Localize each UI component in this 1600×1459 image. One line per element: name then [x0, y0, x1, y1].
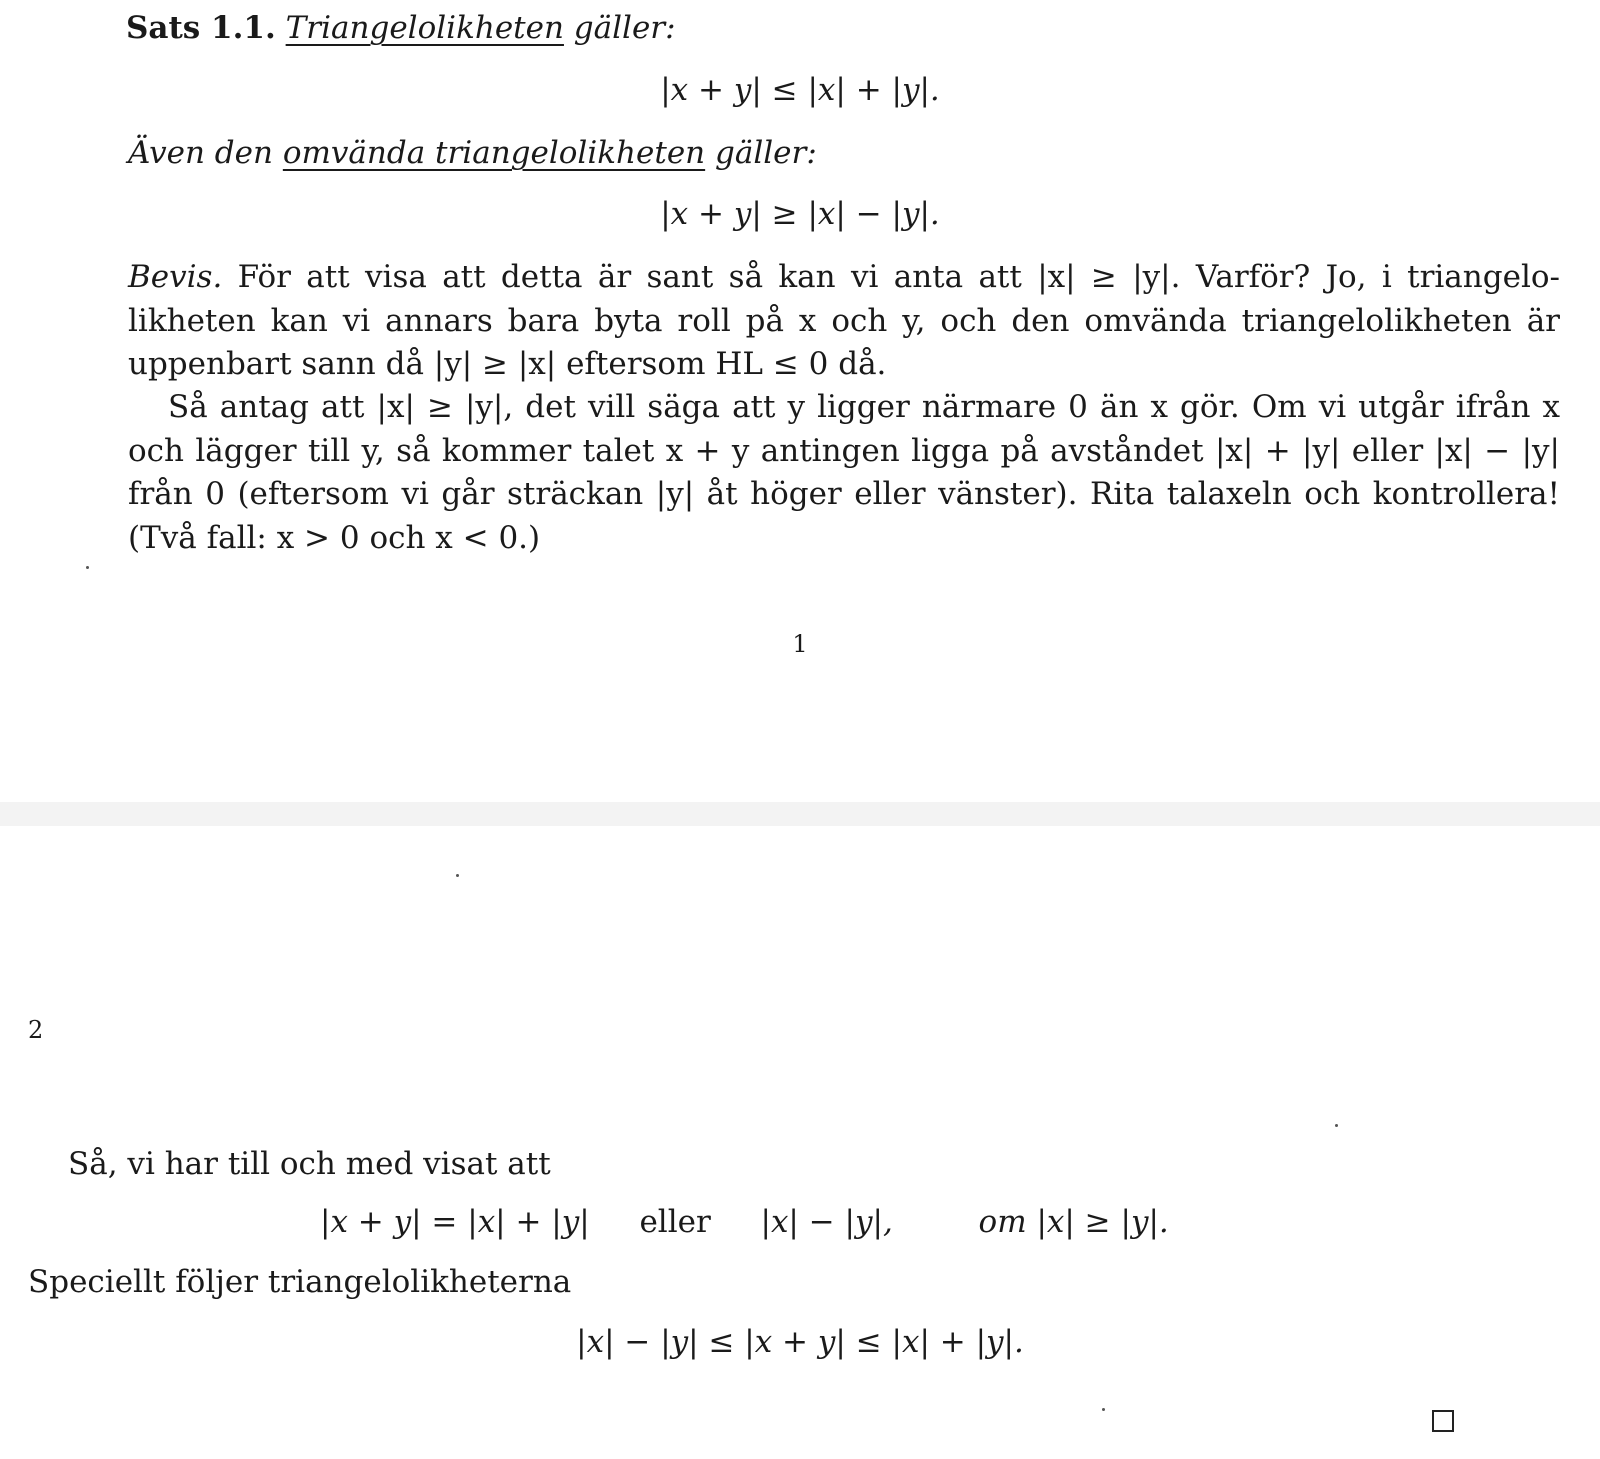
eq3-left: |x + y| = |x| + |y|: [320, 1204, 590, 1240]
proof2-line: (Två fall: x > 0 och x < 0.): [128, 519, 541, 556]
scan-speck: [86, 566, 89, 569]
proof2-line: och lägger till y, så kommer talet x + y antingen ligga på avståndet |x| + |y| eller |x| − |y|: [128, 432, 1560, 469]
theorem-statement: [126, 6, 676, 50]
summary-line: Så, vi har till och med visat att: [68, 1146, 551, 1182]
theorem-rest: gäller:: [563, 10, 676, 46]
proof-line: uppenbart sann då |y| ≥ |x| eftersom HL ≤ 0 då.: [128, 346, 887, 382]
page-number: 2: [28, 1016, 44, 1044]
proof2-line: Så antag att |x| ≥ |y|, det vill säga att y ligger närmare 0 än x gör. Om vi utgår ifrån x: [168, 389, 1560, 425]
proof-paragraph-2: [128, 386, 1560, 560]
triangle-inequality-equation: |x + y| ≤ |x| + |y|.: [660, 72, 940, 108]
page-separator: [0, 802, 1600, 826]
reverse-term: omvända triangelolikheten: [282, 135, 706, 171]
proof-label: Bevis.: [128, 259, 223, 295]
combined-inequality-equation: |x| − |y| ≤ |x + y| ≤ |x| + |y|.: [576, 1324, 1024, 1360]
reverse-statement: [128, 131, 817, 175]
reverse-rest: gäller:: [705, 135, 817, 171]
proof-line-text: För att visa att detta är sant så kan vi anta att |x| ≥ |y|. Varför? Jo, i triangelo-: [222, 259, 1560, 295]
eq3-mid: |x| − |y|,: [760, 1204, 893, 1240]
theorem-label: Sats 1.1.: [126, 10, 276, 46]
proof-line: likheten kan vi annars bara byta roll på x och y, och den omvända triangelolikheten är: [128, 302, 1560, 339]
scan-speck: [1102, 1408, 1105, 1411]
reverse-prefix: Även den: [128, 135, 283, 171]
scan-speck: [456, 874, 459, 877]
eq3-condition: om |x| ≥ |y|.: [978, 1204, 1169, 1240]
eq3-or: eller: [639, 1204, 711, 1240]
reverse-triangle-equation: |x + y| ≥ |x| − |y|.: [660, 196, 940, 232]
proof2-line: från 0 (eftersom vi går sträckan |y| åt höger eller vänster). Rita talaxeln och kontrollera!: [128, 476, 1560, 512]
proof-line: [128, 256, 1560, 300]
qed-square-icon: [1432, 1410, 1454, 1432]
proof-paragraph: [128, 256, 1560, 387]
equality-equation: [320, 1200, 1169, 1244]
specially-line: Speciellt följer triangelolikheterna: [28, 1264, 572, 1300]
scan-speck: [1335, 1124, 1338, 1127]
page-number: 1: [792, 630, 808, 658]
theorem-term: Triangelolikheten: [285, 10, 564, 46]
